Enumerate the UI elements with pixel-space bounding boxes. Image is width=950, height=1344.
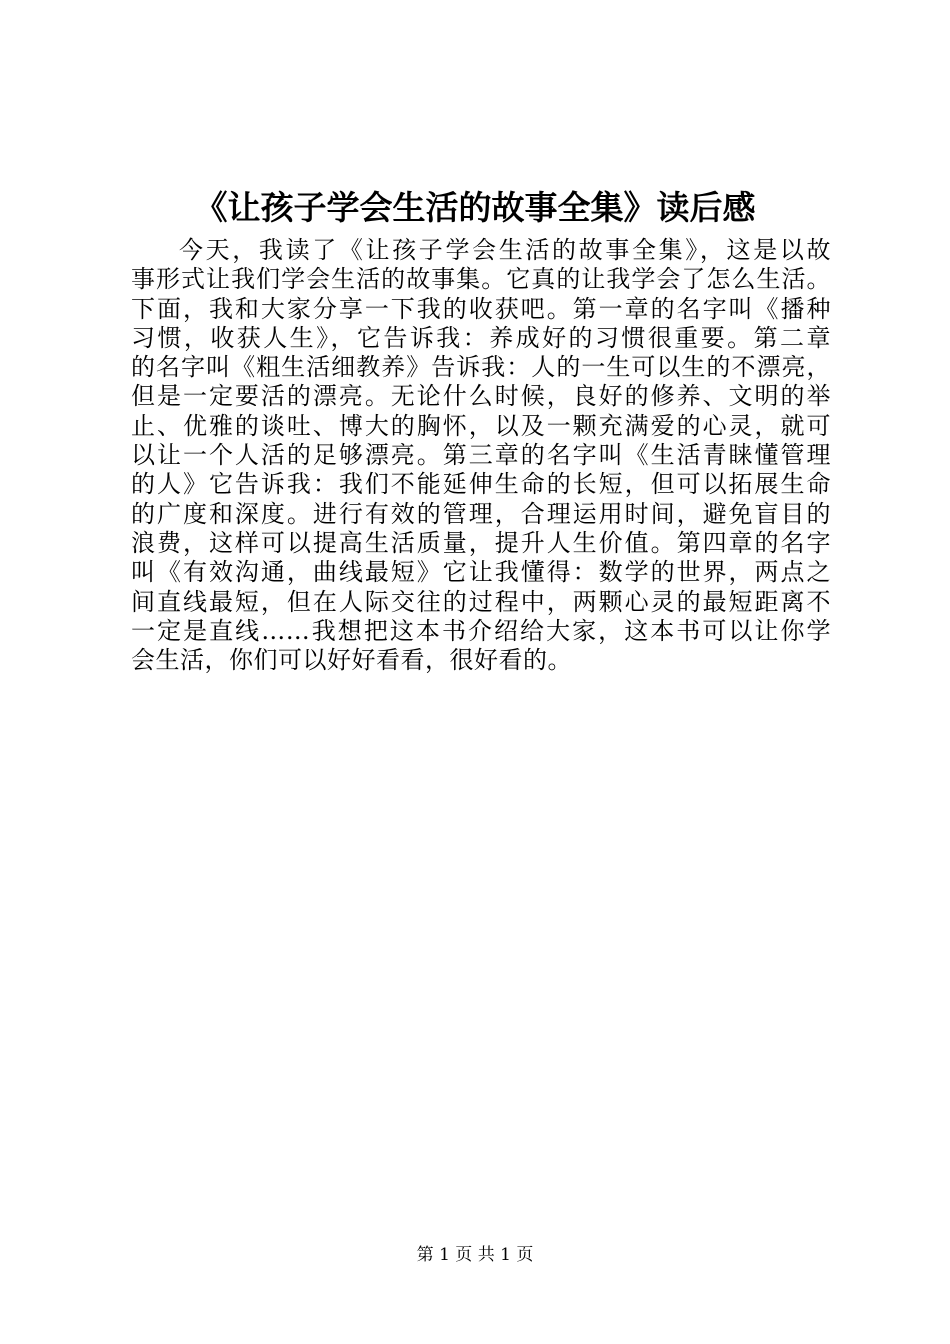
document-body (131, 236, 831, 675)
body-line: 一定是直线……我想把这本书介绍给大家，这本书可以让你学 (131, 616, 831, 645)
body-line: 的广度和深度。进行有效的管理，合理运用时间，避免盲目的 (131, 499, 831, 528)
body-line: 以让一个人活的足够漂亮。第三章的名字叫《生活青睐懂管理 (131, 441, 831, 470)
body-line: 事形式让我们学会生活的故事集。它真的让我学会了怎么生活。 (131, 265, 831, 294)
body-line: 会生活，你们可以好好看看，很好看的。 (131, 646, 572, 675)
body-line: 下面，我和大家分享一下我的收获吧。第一章的名字叫《播种 (131, 294, 831, 323)
body-line: 叫《有效沟通，曲线最短》它让我懂得：数学的世界，两点之 (131, 558, 831, 587)
body-line: 的名字叫《粗生活细教养》告诉我：人的一生可以生的不漂亮， (131, 353, 831, 382)
body-line: 浪费，这样可以提高生活质量，提升人生价值。第四章的名字 (131, 528, 831, 557)
document-title: 《让孩子学会生活的故事全集》读后感 (194, 188, 756, 227)
body-line: 今天，我读了《让孩子学会生活的故事全集》，这是以故 (179, 236, 831, 264)
page-footer: 第 1 页 共 1 页 (416, 1245, 534, 1265)
body-line: 的人》它告诉我：我们不能延伸生命的长短，但可以拓展生命 (131, 470, 831, 499)
body-line: 止、优雅的谈吐、博大的胸怀，以及一颗充满爱的心灵，就可 (131, 411, 831, 440)
body-line: 但是一定要活的漂亮。无论什么时候，良好的修养、文明的举 (131, 382, 831, 411)
body-line: 习惯，收获人生》，它告诉我：养成好的习惯很重要。第二章 (131, 323, 831, 352)
body-line: 间直线最短，但在人际交往的过程中，两颗心灵的最短距离不 (131, 587, 831, 616)
